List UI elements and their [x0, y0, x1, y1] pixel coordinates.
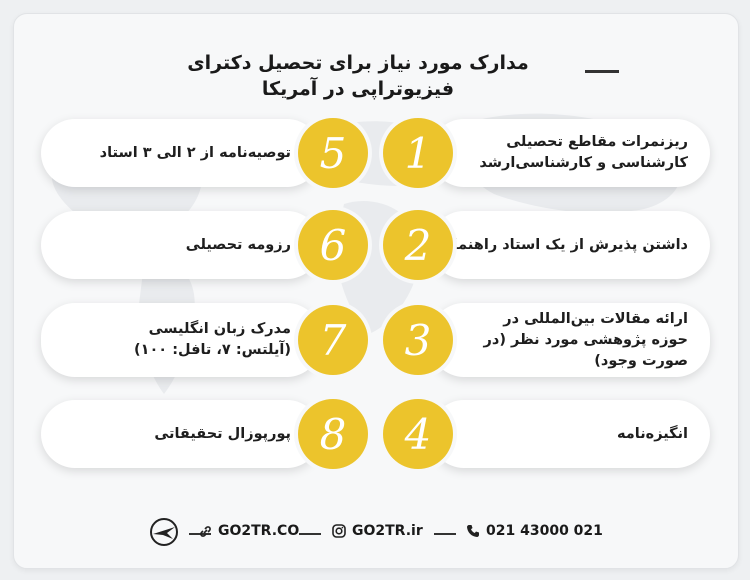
item-8-card [41, 400, 321, 468]
item-5-text: توصیه‌نامه از ۲ الی ۳ استاد [99, 144, 291, 161]
item-2-text: داشتن پذیرش از یک استاد راهنما [452, 236, 688, 253]
footer-website[interactable] [199, 523, 299, 539]
item-3-card [430, 303, 710, 377]
item-7-number: 7 [298, 305, 368, 375]
item-8-text: پورپوزال تحقیقاتی [154, 425, 291, 442]
item-3-text: ارائه مقالات بین‌المللی در حوزه پژوهشی مورد نظر (در صورت وجود) [483, 310, 688, 369]
footer-phone[interactable] [466, 523, 603, 539]
link-icon [199, 525, 212, 538]
item-1-text: ریزنمرات مقاطع تحصیلی کارشناسی و کارشناسی‌ارشد [479, 134, 688, 171]
item-5-card [41, 119, 321, 187]
page-title [143, 50, 573, 102]
item-2-card [430, 211, 710, 279]
infographic-card [13, 13, 739, 569]
footer-divider-2 [299, 533, 321, 535]
item-2-number: 2 [383, 210, 453, 280]
item-5-number: 5 [298, 118, 368, 188]
phone-icon [466, 524, 480, 538]
website-label: GO2TR.CO [218, 523, 300, 539]
item-8-number: 8 [298, 399, 368, 469]
phone-label: 021 43000 021 [486, 523, 603, 539]
item-4-text: انگیزه‌نامه [616, 425, 688, 442]
logo-plane-icon [149, 517, 179, 547]
item-6-text: رزومه تحصیلی [185, 236, 291, 253]
item-4-card [430, 400, 710, 468]
instagram-label: GO2TR.ir [352, 523, 423, 539]
item-7-card [41, 303, 321, 377]
item-1-card [430, 119, 710, 187]
item-6-number: 6 [298, 210, 368, 280]
footer-divider-3 [434, 533, 456, 535]
item-7-text: مدرک زبان انگلیسی (آیلتس: ۷، تافل: ۱۰۰) [133, 321, 291, 358]
instagram-icon [332, 524, 346, 538]
footer [14, 509, 738, 549]
title-line-1: مدارک مورد نیاز برای تحصیل دکترای [187, 52, 529, 74]
item-3-number: 3 [383, 305, 453, 375]
item-4-number: 4 [383, 399, 453, 469]
title-line-2: فیزیوتراپی در آمریکا [261, 78, 455, 100]
footer-instagram[interactable] [332, 523, 423, 539]
item-1-number: 1 [383, 118, 453, 188]
item-6-card [41, 211, 321, 279]
title-dash [585, 70, 619, 73]
